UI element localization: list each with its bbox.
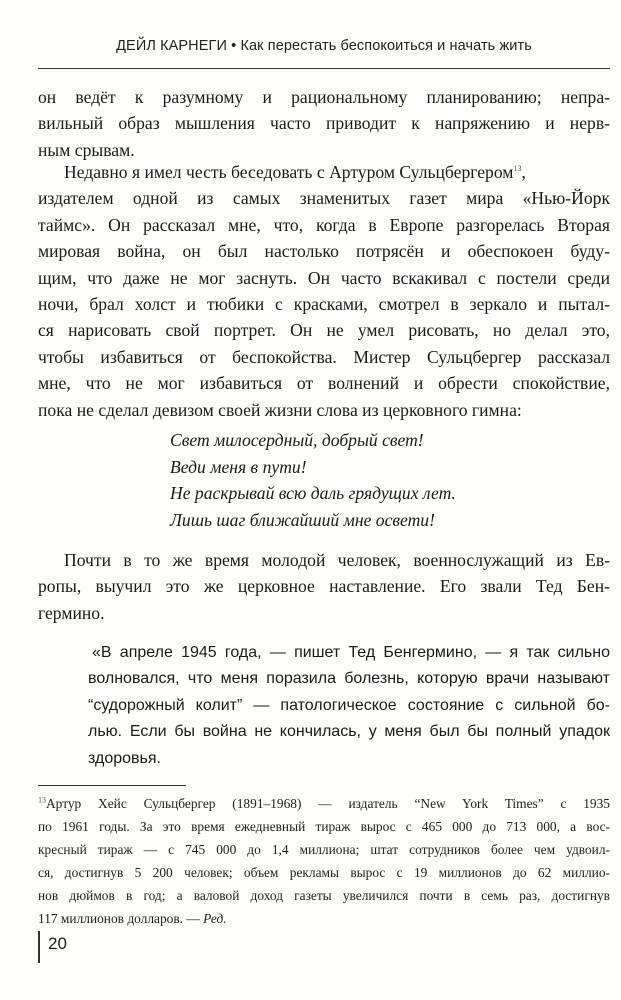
quote-line: лью. Если бы война не кончилась, у меня был бы полный упадок	[88, 723, 610, 741]
footnote-mark: 13	[38, 795, 46, 805]
paragraph-3	[38, 547, 610, 626]
header-book-title: Как перестать беспокоиться и начать жить	[240, 38, 532, 54]
footnote-reference[interactable]: 13	[513, 164, 522, 174]
text-line: щим, что даже не мог заснуть. Он часто вскакивал с постели среди	[38, 267, 610, 288]
text-line: таймс». Он рассказал мне, что, когда в Европе разгорелась Вторая	[38, 214, 610, 235]
footnote-line: по 1961 годы. За это время ежедневный тираж вырос с 465 000 до 713 000, а вос-	[38, 819, 610, 834]
footnote-line: кресный тираж — с 745 000 до 1,4 миллиона; штат сотрудников более чем удвоил-	[38, 842, 610, 857]
text-line-content: Недавно я имел честь беседовать с Артуром Сульцбергером	[64, 162, 514, 182]
text-line: пока не сделал девизом своей жизни слова из церковного гимна:	[38, 399, 522, 420]
editor-note: Ред.	[203, 911, 227, 926]
text-line: ночи, брал холст и тюбики с красками, смотрел в зеркало и пытал-	[38, 293, 610, 314]
quote-line: волновался, что меня поразила болезнь, которую врачи называют	[88, 670, 610, 688]
footnote-line-content: 117 миллионов долларов.	[38, 911, 184, 926]
text-line: Недавно я имел честь беседовать с Артуром Сульцбергером$^{13}$,	[64, 162, 526, 182]
text-line: вильный образ мышления часто приводит к напряжению и нерв-	[38, 113, 610, 134]
text-line: ным срывам.	[38, 139, 135, 160]
footnote	[38, 792, 610, 930]
text-line: чтобы избавиться от беспокойства. Мистер Сульцбергер рассказал	[38, 346, 610, 367]
text-line: мировая война, он был настолько потрясён и обеспокоен буду-	[38, 241, 610, 262]
text-line: ропы, выучил это же церковное наставление. Его звали Тед Бен-	[38, 576, 610, 597]
quote-line: здоровья.	[88, 749, 161, 767]
verse-line: Не раскрывай всю даль грядущих лет.	[170, 483, 456, 504]
hymn-verse	[170, 427, 590, 533]
paragraph-1	[38, 84, 610, 163]
quote-line: «В апреле 1945 года, — пишет Тед Бенгермино, — я так сильно	[92, 644, 610, 661]
quote-line: “судорожный колит” — патологическое состояние с сильной бо-	[88, 696, 610, 714]
text-line: издателем одной из самых знаменитых газет мира «Нью-Йорк	[38, 188, 610, 209]
verse-line: Веди меня в пути!	[170, 456, 307, 477]
text-line: гермино.	[38, 602, 105, 623]
footnote-rule	[38, 785, 186, 786]
verse-line: Лишь шаг ближайший мне освети!	[170, 509, 435, 530]
header-separator: •	[231, 38, 237, 54]
text-line: ся нарисовать свой портрет. Он не умел рисовать, но делал это,	[38, 320, 610, 341]
footnote-line	[38, 792, 610, 815]
paragraph-2	[38, 159, 610, 423]
footnote-line-content: Артур Хейс Сульцбергер (1891–1968) — издатель “New York Times” с 1935	[46, 796, 610, 811]
text-line: Почти в то же время молодой человек, военнослужащий из Ев-	[64, 550, 610, 570]
page-number: 20	[48, 934, 67, 953]
footnote-line: нов дюймов в год; а валовой доход газеты увеличился почти в семь раз, достигнув	[38, 888, 610, 903]
block-quote	[88, 640, 610, 772]
page-number-bar	[38, 931, 40, 963]
header-rule	[38, 68, 610, 69]
running-header	[38, 38, 610, 68]
text-line: мне, что не мог избавиться от волнений и обрести спокойствие,	[38, 373, 610, 394]
text-line: он ведёт к разумному и рациональному планированию; непра-	[38, 87, 610, 107]
header-author: ДЕЙЛ КАРНЕГИ	[116, 38, 227, 54]
verse-line: Свет милосердный, добрый свет!	[170, 430, 424, 450]
footnote-line: 117 миллионов долларов. — Ред.	[38, 911, 227, 926]
footnote-line: ся, достигнув 5 200 человек; объем рекламы вырос с 19 миллионов до 62 миллио-	[38, 865, 610, 880]
